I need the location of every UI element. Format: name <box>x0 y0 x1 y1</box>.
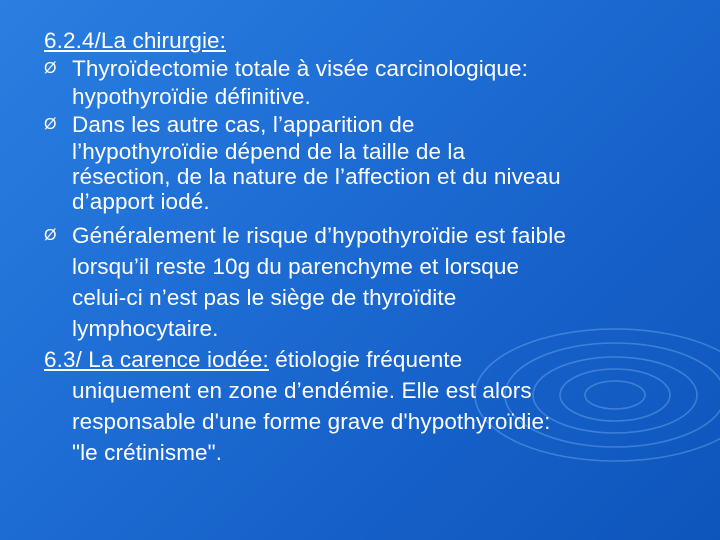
bullet-line: Généralement le risque d’hypothyroïdie est faible <box>72 223 566 248</box>
arrow-bullet-icon: Ø <box>44 116 57 133</box>
bullet-line: l’hypothyroïdie dépend de la taille de la <box>72 139 466 164</box>
bullet-item-3 <box>44 220 694 344</box>
section-heading-carence: 6.3/ La carence iodée: <box>44 347 269 372</box>
slide-content <box>44 27 694 468</box>
bullet-line: Thyroïdectomie totale à visée carcinologique: <box>72 56 528 81</box>
arrow-bullet-icon: Ø <box>44 227 57 244</box>
bullet-line: lorsqu’il reste 10g du parenchyme et lorsque <box>72 254 520 279</box>
section-line: responsable d'une forme grave d'hypothyroïdie: <box>72 409 551 434</box>
bullet-line: d’apport iodé. <box>72 189 210 214</box>
bullet-item-1 <box>44 55 694 111</box>
bullet-line: lymphocytaire. <box>72 316 219 341</box>
bullet-line: hypothyroïdie définitive. <box>72 84 311 109</box>
section-text: étiologie fréquente <box>268 347 463 372</box>
arrow-bullet-icon: Ø <box>44 60 57 77</box>
section-line: uniquement en zone d’endémie. Elle est alors <box>72 378 532 403</box>
bullet-line: celui-ci n’est pas le siège de thyroïdite <box>72 285 457 310</box>
section-line: "le crétinisme". <box>72 440 223 465</box>
section-heading-chirurgie: 6.2.4/La chirurgie: <box>44 28 227 53</box>
bullet-item-2 <box>44 111 694 214</box>
section-carence-iodee <box>44 344 694 468</box>
bullet-line: résection, de la nature de l’affection et du niveau <box>72 164 561 189</box>
bullet-line: Dans les autre cas, l’apparition de <box>72 112 415 137</box>
